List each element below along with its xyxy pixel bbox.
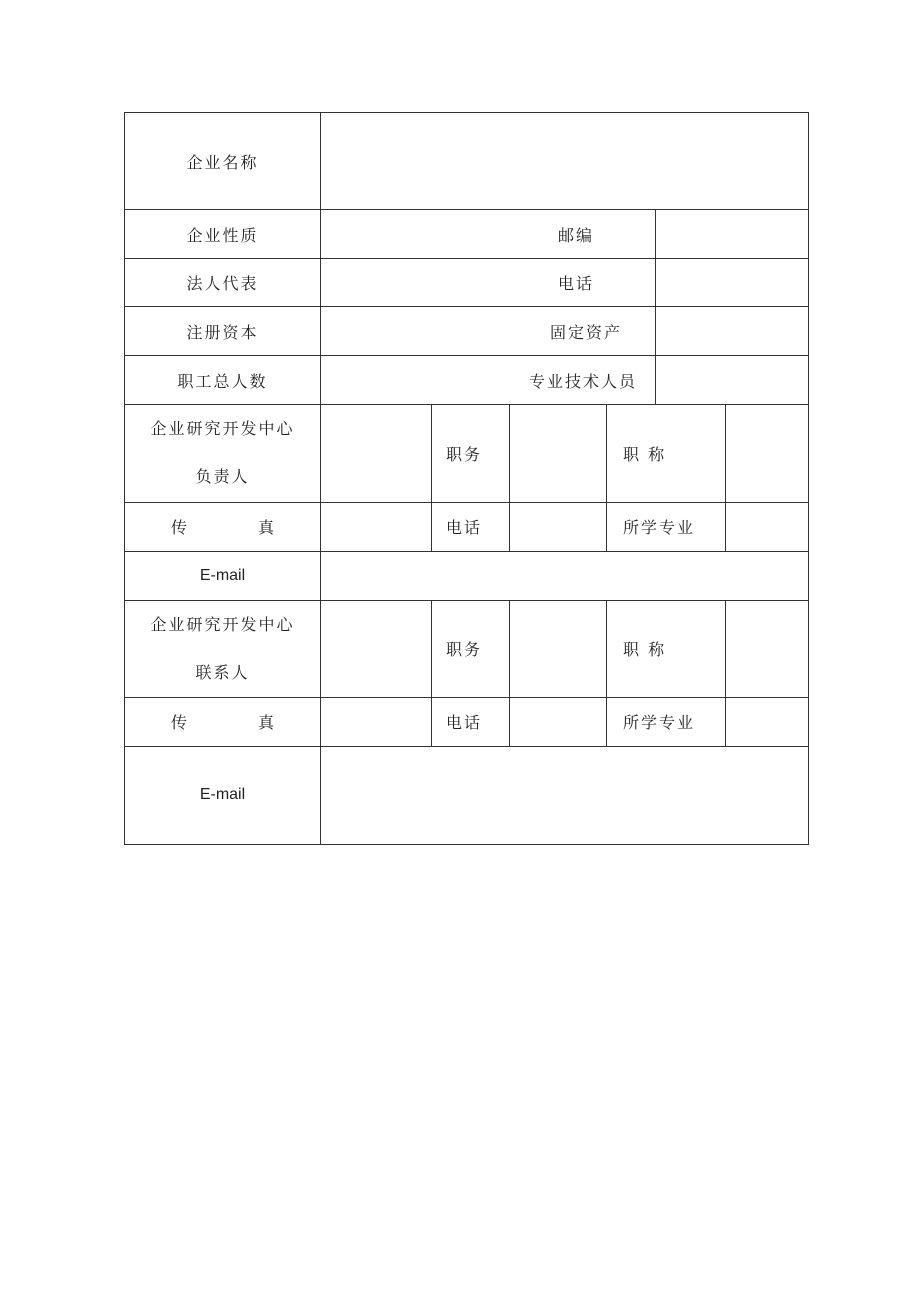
- field-contact-fax[interactable]: [321, 697, 432, 746]
- label-fixed-assets: 固定资产: [549, 322, 622, 342]
- field-company-name[interactable]: [321, 113, 809, 210]
- cell-tech-staff-label-wrap: [321, 356, 656, 405]
- label-contact-fax: [125, 697, 321, 746]
- field-contact-phone[interactable]: [510, 697, 607, 746]
- label-head-position: 职务: [432, 405, 510, 502]
- row-total-staff: [125, 356, 809, 405]
- field-head-email[interactable]: [321, 551, 809, 600]
- cell-phone-label-wrap: [321, 259, 656, 307]
- label-rd-contact-line2: 联系人: [195, 662, 250, 682]
- field-tech-staff[interactable]: [656, 356, 809, 405]
- label-contact-fax-left: 传: [171, 713, 188, 733]
- label-contact-phone: 电话: [432, 697, 510, 746]
- label-contact-job-title: 职 称: [607, 600, 726, 697]
- field-contact-email[interactable]: [321, 746, 809, 844]
- label-company-nature: 企业性质: [125, 210, 321, 259]
- field-rd-head-name[interactable]: [321, 405, 432, 502]
- row-company-nature: [125, 210, 809, 259]
- label-head-major: 所学专业: [607, 502, 726, 551]
- cell-postcode-label-wrap: [321, 210, 656, 259]
- label-rd-contact-line1: 企业研究开发中心: [150, 614, 295, 634]
- row-company-name: [125, 113, 809, 210]
- label-rd-head: [125, 405, 321, 502]
- field-contact-job-title[interactable]: [726, 600, 809, 697]
- label-legal-rep: 法人代表: [125, 259, 321, 307]
- label-contact-major: 所学专业: [607, 697, 726, 746]
- field-head-major[interactable]: [726, 502, 809, 551]
- field-head-position[interactable]: [510, 405, 607, 502]
- label-rd-contact: [125, 600, 321, 697]
- row-rd-head: [125, 405, 809, 502]
- label-head-fax: [125, 502, 321, 551]
- label-head-job-title: 职 称: [607, 405, 726, 502]
- label-contact-fax-spread: [125, 710, 320, 733]
- label-contact-position: 职务: [432, 600, 510, 697]
- label-head-fax-left: 传: [171, 518, 188, 538]
- label-rd-head-line2: 负责人: [195, 467, 250, 487]
- label-phone: 电话: [557, 274, 594, 294]
- row-rd-contact: [125, 600, 809, 697]
- field-phone[interactable]: [656, 259, 809, 307]
- label-tech-staff: 专业技术人员: [528, 371, 637, 391]
- label-contact-email: E-mail: [125, 746, 321, 844]
- field-rd-contact-name[interactable]: [321, 600, 432, 697]
- label-rd-head-line1: 企业研究开发中心: [150, 419, 295, 439]
- label-company-name: 企业名称: [125, 113, 321, 210]
- row-head-email: [125, 551, 809, 600]
- label-registered-capital: 注册资本: [125, 307, 321, 356]
- label-head-fax-spread: [125, 515, 320, 538]
- field-postcode[interactable]: [656, 210, 809, 259]
- row-head-fax: [125, 502, 809, 551]
- row-legal-rep: [125, 259, 809, 307]
- row-registered-capital: [125, 307, 809, 356]
- label-contact-fax-right: 真: [257, 713, 274, 733]
- row-contact-fax: [125, 697, 809, 746]
- field-head-job-title[interactable]: [726, 405, 809, 502]
- field-contact-major[interactable]: [726, 697, 809, 746]
- label-head-email: E-mail: [125, 551, 321, 600]
- row-contact-email: [125, 746, 809, 844]
- enterprise-info-form: [124, 112, 809, 845]
- label-head-phone: 电话: [432, 502, 510, 551]
- field-head-phone[interactable]: [510, 502, 607, 551]
- field-head-fax[interactable]: [321, 502, 432, 551]
- field-fixed-assets[interactable]: [656, 307, 809, 356]
- label-postcode: 邮编: [557, 225, 594, 245]
- label-head-fax-right: 真: [257, 518, 274, 538]
- field-contact-position[interactable]: [510, 600, 607, 697]
- cell-fixed-assets-label-wrap: [321, 307, 656, 356]
- label-total-staff: 职工总人数: [125, 356, 321, 405]
